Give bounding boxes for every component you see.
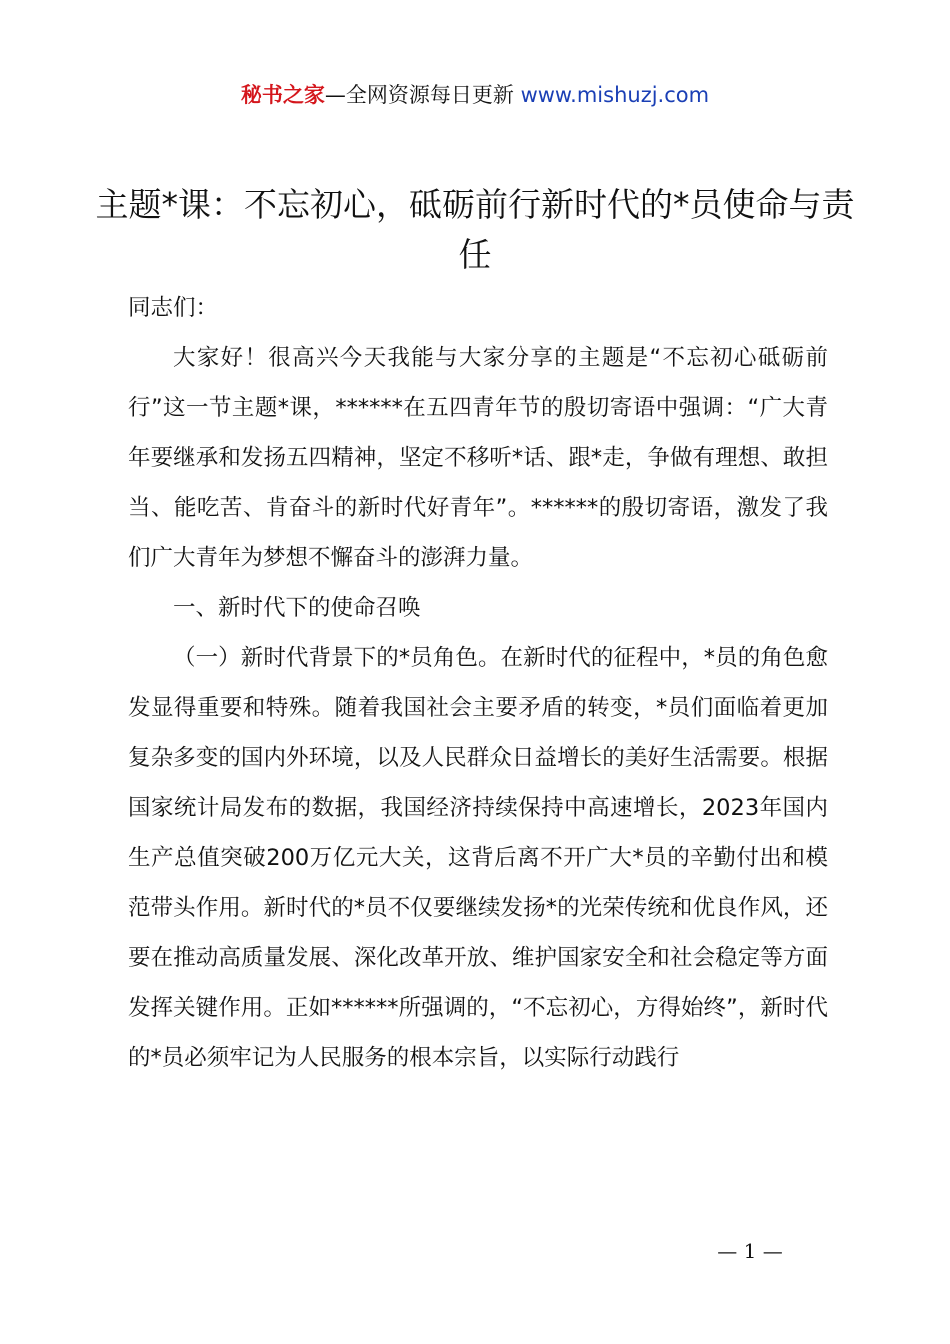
site-tagline: —全网资源每日更新 xyxy=(324,83,521,107)
site-url-link[interactable]: www.mishuzj.com xyxy=(520,83,710,107)
document-body xyxy=(128,333,828,1083)
section-heading: 一、新时代下的使命召唤 xyxy=(173,595,421,621)
site-header xyxy=(0,80,950,110)
document-title: 主题*课：不忘初心，砥砺前行新时代的*员使命与责任 xyxy=(95,185,855,274)
site-brand: 秘书之家 xyxy=(240,83,325,107)
paragraph-intro: 大家好！很高兴今天我能与大家分享的主题是“不忘初心砥砺前行”这一节主题*课，******在五四青年节的殷切寄语中强调：“广大青年要继承和发扬五四精神，坚定不移听*话、跟*走，争做有理想、敢担当、能吃苦、肯奋斗的新时代好青年”。******的殷切寄语，激发了我们广大青年为梦想不懈奋斗的澎湃力量。 xyxy=(128,345,828,571)
paragraph-subsection-1: （一）新时代背景下的*员角色。在新时代的征程中，*员的角色愈发显得重要和特殊。随着我国社会主要矛盾的转变，*员们面临着更加复杂多变的国内外环境，以及人民群众日益增长的美好生活需要。根据国家统计局发布的数据，我国经济持续保持中高速增长，2023年国内生产总值突破200万亿元大关，这背后离不开广大*员的辛勤付出和模范带头作用。新时代的*员不仅要继续发扬*的光荣传统和优良作风，还要在推动高质量发展、深化改革开放、维护国家安全和社会稳定等方面发挥关键作用。正如******所强调的，“不忘初心，方得始终”，新时代的*员必须牢记为人民服务的根本宗旨，以实际行动践行 xyxy=(128,645,828,1071)
page-number: — 1 — xyxy=(717,1239,783,1263)
salutation: 同志们： xyxy=(128,295,219,321)
